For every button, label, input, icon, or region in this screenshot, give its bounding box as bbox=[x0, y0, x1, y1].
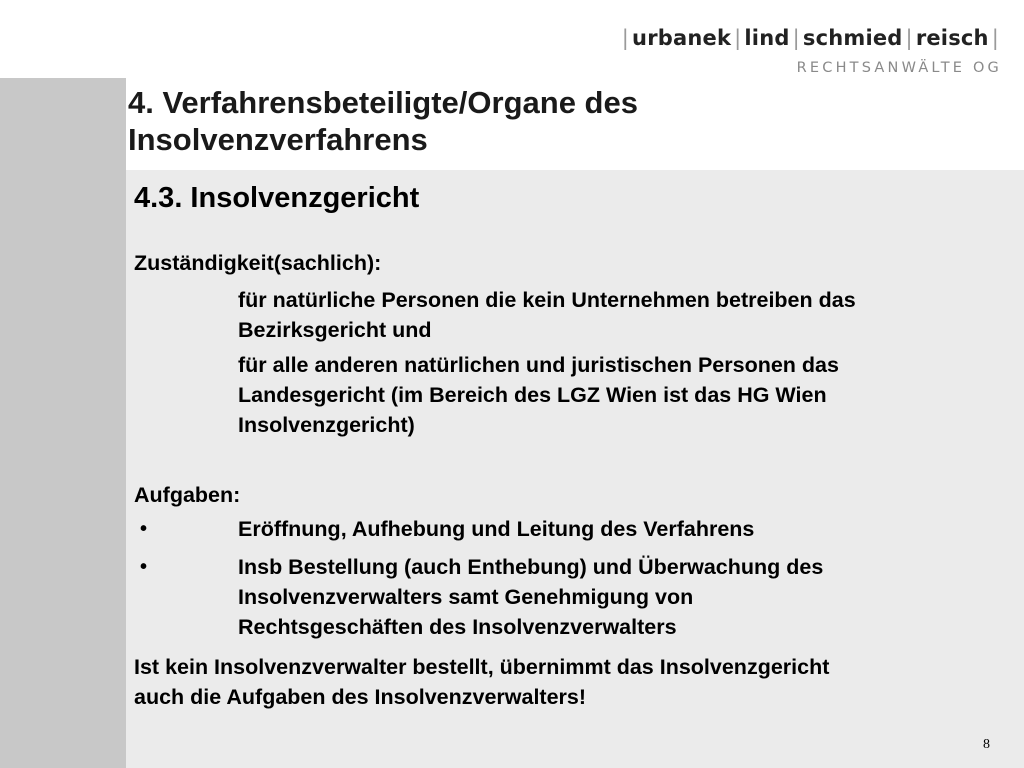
task-item-1: Eröffnung, Aufhebung und Leitung des Verfahrens bbox=[238, 517, 755, 541]
task-item-2-line3: Rechtsgeschäften des Insolvenzverwalters bbox=[238, 615, 677, 639]
closing-line1: Ist kein Insolvenzverwalter bestellt, übernimmt das Insolvenzgericht bbox=[134, 655, 830, 679]
left-decorative-band bbox=[0, 78, 126, 768]
task-item-2-line1: Insb Bestellung (auch Enthebung) und Überwachung des bbox=[238, 555, 824, 579]
competence-heading: Zuständigkeit(sachlich): bbox=[134, 251, 382, 275]
closing-line2: auch die Aufgaben des Insolvenzverwalters! bbox=[134, 685, 587, 709]
competence-item-2-line1: für alle anderen natürlichen und juristischen Personen das bbox=[238, 353, 839, 377]
bullet-icon: • bbox=[140, 556, 148, 578]
logo-name-urbanek: urbanek bbox=[632, 26, 732, 50]
competence-item-1-line1: für natürliche Personen die kein Unternehmen betreiben das bbox=[238, 288, 856, 312]
logo-subtitle: RECHTSANWÄLTE OG bbox=[796, 60, 1002, 76]
task-item-2-line2: Insolvenzverwalters samt Genehmigung von bbox=[238, 585, 694, 609]
closing-statement bbox=[134, 652, 1014, 712]
logo-name-reisch: reisch bbox=[915, 26, 989, 50]
firm-logo bbox=[619, 26, 1002, 76]
section-subtitle: 4.3. Insolvenzgericht bbox=[134, 182, 420, 214]
logo-name-schmied: schmied bbox=[802, 26, 903, 50]
logo-name-lind: lind bbox=[744, 26, 790, 50]
competence-item-1 bbox=[238, 285, 998, 345]
competence-item-1-line2: Bezirksgericht und bbox=[238, 318, 432, 342]
competence-item-2 bbox=[238, 350, 998, 440]
task-item-2 bbox=[238, 552, 998, 642]
slide-title bbox=[128, 84, 828, 158]
bullet-icon: • bbox=[140, 518, 148, 540]
slide-title-line1: 4. Verfahrensbeteiligte/Organe des bbox=[128, 85, 638, 120]
page-number: 8 bbox=[983, 737, 990, 752]
competence-item-2-line2: Landesgericht (im Bereich des LGZ Wien ist das HG Wien bbox=[238, 383, 827, 407]
slide-title-line2: Insolvenzverfahrens bbox=[128, 122, 428, 157]
competence-item-2-line3: Insolvenzgericht) bbox=[238, 413, 415, 437]
logo-names: | urbanek | lind | schmied | reisch | bbox=[621, 26, 999, 50]
tasks-heading: Aufgaben: bbox=[134, 483, 241, 507]
